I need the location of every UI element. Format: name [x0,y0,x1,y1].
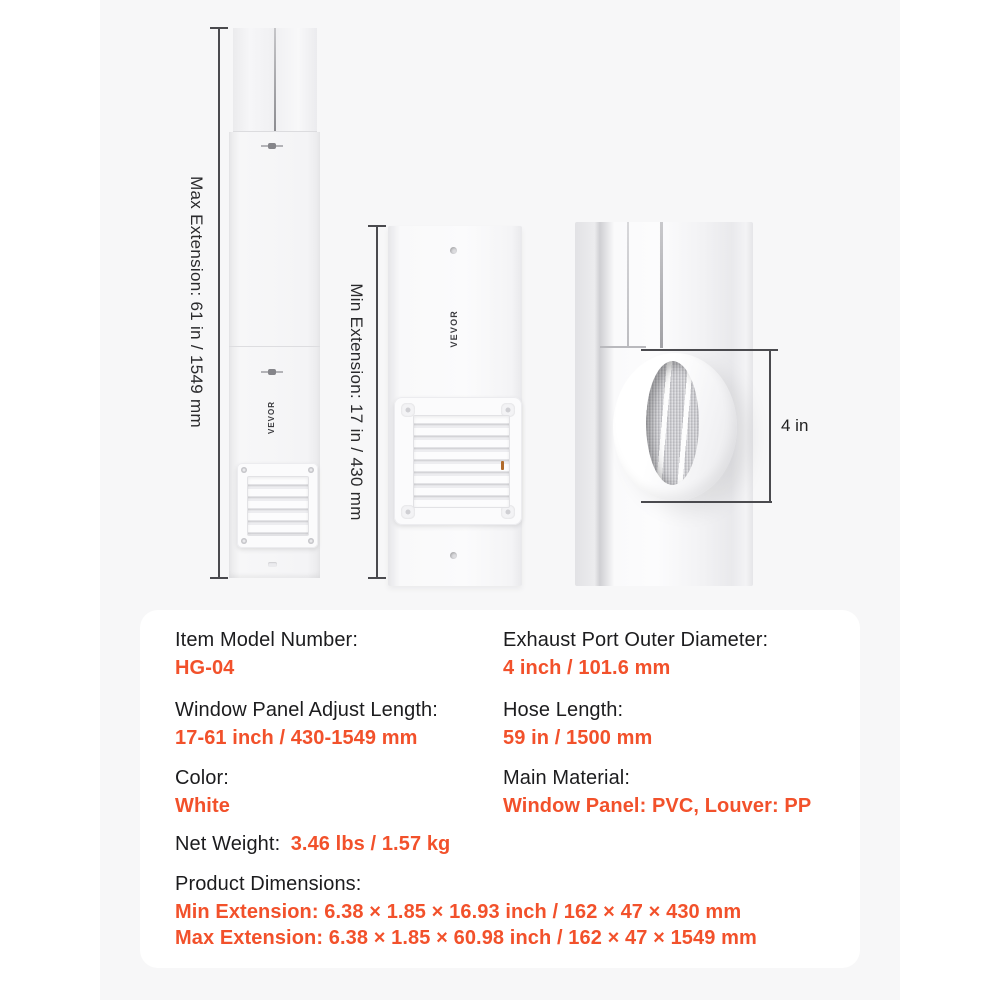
dimension-tick-bottom [210,577,228,579]
spec-label: Product Dimensions: [175,873,362,895]
mounting-hole [450,247,457,254]
port-size-label: 4 in [781,416,809,435]
brand-logo: VEVOR [267,401,276,435]
lock-clip-core [268,143,276,149]
spec-label: Net Weight: [175,833,281,855]
louver-slats [247,476,309,536]
spec-item-model [175,627,358,681]
port-dimension-line-top [641,349,778,351]
lock-clip-icon [261,371,283,373]
spec-net-weight [175,831,450,857]
spec-label: Exhaust Port Outer Diameter: [503,629,769,651]
spec-label: Window Panel Adjust Length: [175,699,438,721]
max-extension-label: Max Extension: 61 in / 1549 mm [187,176,206,428]
spec-value-min: Min Extension: 6.38 × 1.85 × 16.93 inch / 162 × 47 × 430 mm [175,901,742,923]
screw-dot [506,408,511,413]
lock-clip-icon [261,145,283,147]
panel-ridge-line [660,222,663,348]
spec-label: Color: [175,767,229,789]
panel-ledge-seam [600,346,646,348]
spec-value: Window Panel: PVC, Louver: PP [503,795,812,817]
max-extension-dimension-line [218,28,220,578]
spec-hose-length [503,697,652,751]
panel-center-seam [274,28,276,131]
panel-ridge-line [627,222,629,348]
screw-dot [506,510,511,515]
dimension-tick-bottom [368,577,386,579]
spec-material [503,765,811,819]
spec-product-dimensions [175,871,757,951]
panel-upper-segment [233,28,317,132]
spec-value: 4 inch / 101.6 mm [503,657,671,679]
louver-slats [413,415,510,508]
min-extension-label: Min Extension: 17 in / 430 mm [347,283,366,521]
spec-label: Hose Length: [503,699,624,721]
lock-clip-core [268,369,276,375]
mounting-notch [268,562,277,567]
port-dimension-line-bottom [641,501,772,503]
port-dimension-line-vertical [769,349,771,503]
spec-value: HG-04 [175,657,235,679]
spec-color [175,765,230,819]
screw-icon [241,467,247,473]
spec-value: 59 in / 1500 mm [503,727,653,749]
exhaust-port-ring [613,353,737,501]
louver-vent [394,397,522,525]
screw-icon [308,467,314,473]
louver-vent [237,463,318,548]
spec-value: 3.46 lbs / 1.57 kg [290,833,451,855]
spec-value: White [175,795,230,817]
exhaust-port-mesh [646,361,699,485]
screw-icon [241,538,247,544]
min-extension-dimension-line [376,226,378,578]
spec-adjust-length [175,697,438,751]
brand-logo: VEVOR [449,310,459,348]
spec-value: 17-61 inch / 430-1549 mm [175,727,418,749]
spec-label: Main Material: [503,767,630,789]
spec-exhaust-diameter [503,627,768,681]
mounting-hole [450,552,457,559]
spec-value-max: Max Extension: 6.38 × 1.85 × 60.98 inch / 162 × 47 × 1549 mm [175,927,757,949]
screw-dot [406,408,411,413]
spec-card [140,610,860,968]
screw-dot [406,510,411,515]
panel-joint-seam [229,346,320,347]
screw-icon [308,538,314,544]
spec-label: Item Model Number: [175,629,358,651]
latch-mark [501,461,504,470]
